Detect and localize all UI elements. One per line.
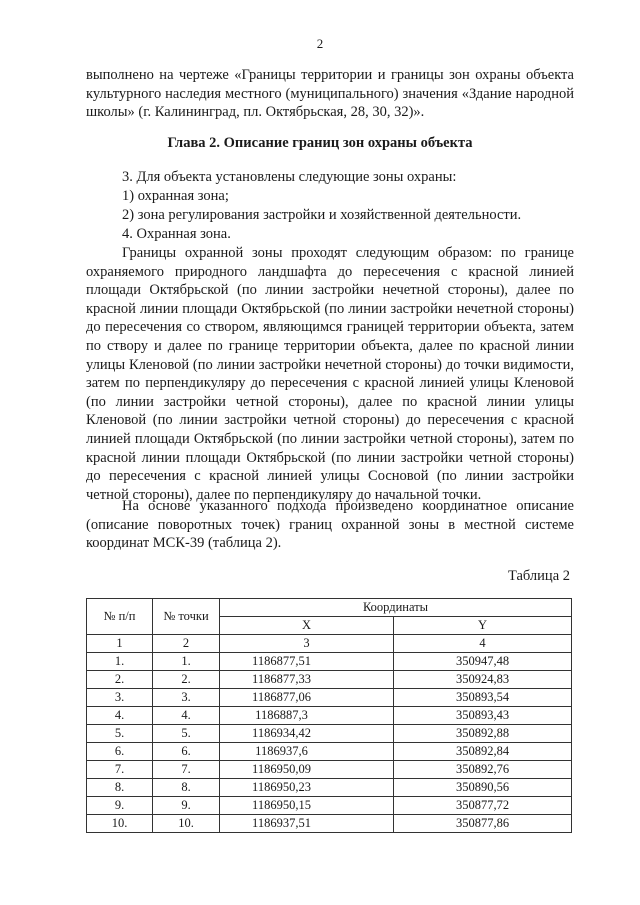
row-num: 1. xyxy=(87,653,153,671)
row-y: 350893,54 xyxy=(394,689,572,707)
row-y: 350877,86 xyxy=(394,815,572,833)
table-row xyxy=(87,689,572,707)
row-num: 9. xyxy=(87,797,153,815)
row-x: 1186937,6 xyxy=(220,743,394,761)
row-point: 9. xyxy=(153,797,220,815)
row-x: 1186877,06 xyxy=(220,689,394,707)
table-row xyxy=(87,761,572,779)
row-point: 2. xyxy=(153,671,220,689)
row-point: 3. xyxy=(153,689,220,707)
row-x: 1186950,15 xyxy=(220,797,394,815)
row-point: 10. xyxy=(153,815,220,833)
row-point: 1. xyxy=(153,653,220,671)
row-num: 7. xyxy=(87,761,153,779)
row-y: 350947,48 xyxy=(394,653,572,671)
basis-paragraph: На основе указанного подхода произведено координатное описание (описание поворотных точек) границ охранной зоны в местной системе координат МСК-39 (таблица 2). xyxy=(86,498,574,552)
header-point: № точки xyxy=(153,599,220,635)
table-row xyxy=(87,707,572,725)
row-point: 7. xyxy=(153,761,220,779)
header-x: X xyxy=(220,617,394,635)
table-header-row xyxy=(87,599,572,617)
row-x: 1186877,51 xyxy=(220,653,394,671)
row-x: 1186877,33 xyxy=(220,671,394,689)
row-x: 1186950,09 xyxy=(220,761,394,779)
borders-paragraph: Границы охранной зоны проходят следующим образом: по границе охраняемого природного ландшафта до пересечения с красной линией площади Октябрьской (по линии застройки нечетной стороны), далее по красной линии площади Октябрьской (по линии застройки нечетной стороны) до пересечения со створом, являющимся границей территории объекта, затем по створу и далее по границе территории объекта, далее по красной линии улицы Кленовой (по линии застройки нечетной стороны) до точки видимости, затем по перпендикуляру до пересечения с красной линией улицы Кленовой (по линии застройки четной стороны), далее по красной линии улицы Кленовой (по линии застройки четной стороны) до пересечения с красной линией площади Октябрьской (по линии застройки четной стороны), затем по красной линии площади Октябрьской (по линии застройки четной стороны) до пересечения с красной линией улицы Сосновой (по линии застройки четной стороны), далее по перпендикуляру до начальной точки. xyxy=(86,245,574,503)
table-row xyxy=(87,797,572,815)
row-y: 350893,43 xyxy=(394,707,572,725)
header-num: № п/п xyxy=(87,599,153,635)
row-x: 1186950,23 xyxy=(220,779,394,797)
row-num: 5. xyxy=(87,725,153,743)
row-num: 2. xyxy=(87,671,153,689)
row-y: 350892,76 xyxy=(394,761,572,779)
row-x: 1186937,51 xyxy=(220,815,394,833)
row-y: 350892,88 xyxy=(394,725,572,743)
row-num: 10. xyxy=(87,815,153,833)
list-item: 3. Для объекта установлены следующие зоны охраны: xyxy=(122,169,457,185)
chapter-heading: Глава 2. Описание границ зон охраны объекта xyxy=(167,135,473,151)
row-y: 350890,56 xyxy=(394,779,572,797)
table-caption: Таблица 2 xyxy=(507,568,570,584)
row-point: 8. xyxy=(153,779,220,797)
row-point: 4. xyxy=(153,707,220,725)
row-point: 6. xyxy=(153,743,220,761)
row-x: 1186887,3 xyxy=(220,707,394,725)
index-cell: 1 xyxy=(87,635,153,653)
coordinates-table xyxy=(86,598,572,833)
list-item: 2) зона регулирования застройки и хозяйственной деятельности. xyxy=(122,207,522,223)
table-row xyxy=(87,743,572,761)
table-row xyxy=(87,671,572,689)
table-row xyxy=(87,815,572,833)
row-y: 350877,72 xyxy=(394,797,572,815)
list-item: 1) охранная зона; xyxy=(122,188,229,204)
index-cell: 2 xyxy=(153,635,220,653)
list-item: 4. Охранная зона. xyxy=(122,226,231,242)
zones-list xyxy=(122,168,521,244)
page-number: 2 xyxy=(316,36,324,51)
table-index-row xyxy=(87,635,572,653)
row-y: 350924,83 xyxy=(394,671,572,689)
table-row xyxy=(87,725,572,743)
row-num: 8. xyxy=(87,779,153,797)
header-coordinates: Координаты xyxy=(220,599,572,617)
table-row xyxy=(87,653,572,671)
table-body xyxy=(87,653,572,833)
header-y: Y xyxy=(394,617,572,635)
row-x: 1186934,42 xyxy=(220,725,394,743)
row-y: 350892,84 xyxy=(394,743,572,761)
intro-paragraph: выполнено на чертеже «Границы территории и границы зон охраны объекта культурного наследия местного (муниципального) значения «Здание народной школы» (г. Калининград, пл. Октябрьская, 28, 30, 32)». xyxy=(86,67,574,121)
table-row xyxy=(87,779,572,797)
row-num: 6. xyxy=(87,743,153,761)
row-num: 3. xyxy=(87,689,153,707)
row-num: 4. xyxy=(87,707,153,725)
index-cell: 4 xyxy=(394,635,572,653)
index-cell: 3 xyxy=(220,635,394,653)
row-point: 5. xyxy=(153,725,220,743)
